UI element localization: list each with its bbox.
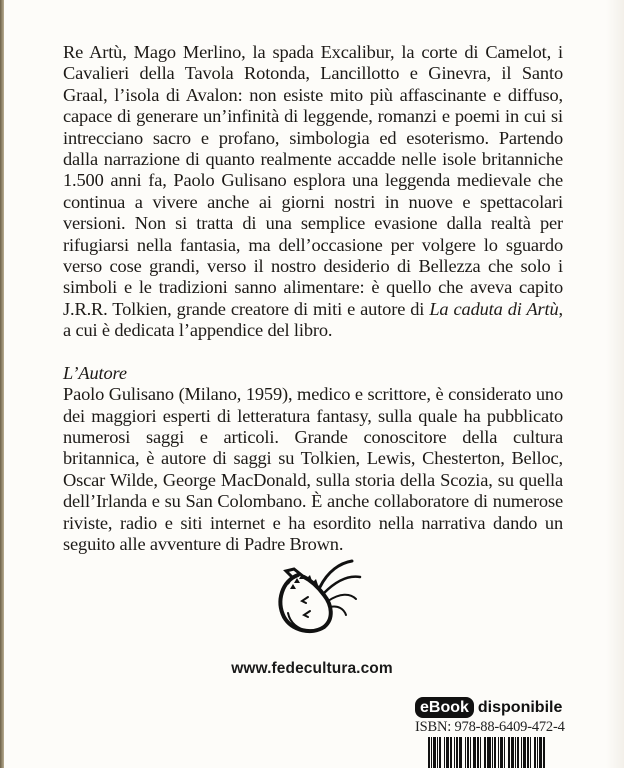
author-heading: L’Autore [63,362,127,383]
ebook-available-label: disponibile [477,698,563,716]
publisher-website-link[interactable]: www.fedecultura.com [231,660,393,677]
isbn-number: ISBN: 978-88-6409-472-4 [415,719,565,735]
synopsis-paragraph: Re Artù, Mago Merlino, la spada Excalibur, la corte di Camelot, i Cavalieri della Tavola Rotonda, Lancillotto e Ginevra, il Santo Graal, l’isola di Avalon: non esiste mito più affascinante e diffuso, capace di generare un’infinità di leggende, romanzi e poemi in cui si intrecciano sacro e profano, simbologia ed esoterismo. Partendo dalla narrazione di quanto realmente accadde nelle isole britanniche 1.500 anni fa, Paolo Gulisano esplora una leggenda medievale che continua a vivere anche ai giorni nostri in nuove e spettacolari versioni. Non si tratta di una semplice evasione dalla realtà per rifugiarsi nella fantasia, ma dell’occasione per volgere lo sguardo verso cose grandi, verso il nostro desiderio di Bellezza che solo i simboli e le tradizioni sanno alimentare: è quello che aveva capito J.R.R. Tolkien, grande creatore di miti e autore di La caduta di Artù, a cui è dedicata l’appendice del libro. [63,42,563,341]
cover-spine-edge [0,0,4,768]
back-cover-text [63,42,563,555]
barcode-icon [428,737,574,768]
ebook-availability [415,697,562,718]
dragon-emblem-icon [268,553,368,643]
cover-right-edge [606,0,624,768]
author-bio-paragraph: Paolo Gulisano (Milano, 1959), medico e scrittore, è considerato uno dei maggiori esperti di letteratura fantasy, sulla quale ha pubblicato numerosi saggi e articoli. Grande conoscitore della cultura britannica, è autore di saggi su Tolkien, Lewis, Chesterton, Belloc, Oscar Wilde, George MacDonald, sulla storia della Scozia, su quella dell’Irlanda e su San Colombano. È anche collaboratore di numerose riviste, radio e siti internet e ha esordito nella narrativa dando un seguito alle avventure di Padre Brown. [63,384,563,554]
book-title-italic: La caduta di Artù [429,298,559,319]
ebook-badge: eBook [415,697,474,718]
